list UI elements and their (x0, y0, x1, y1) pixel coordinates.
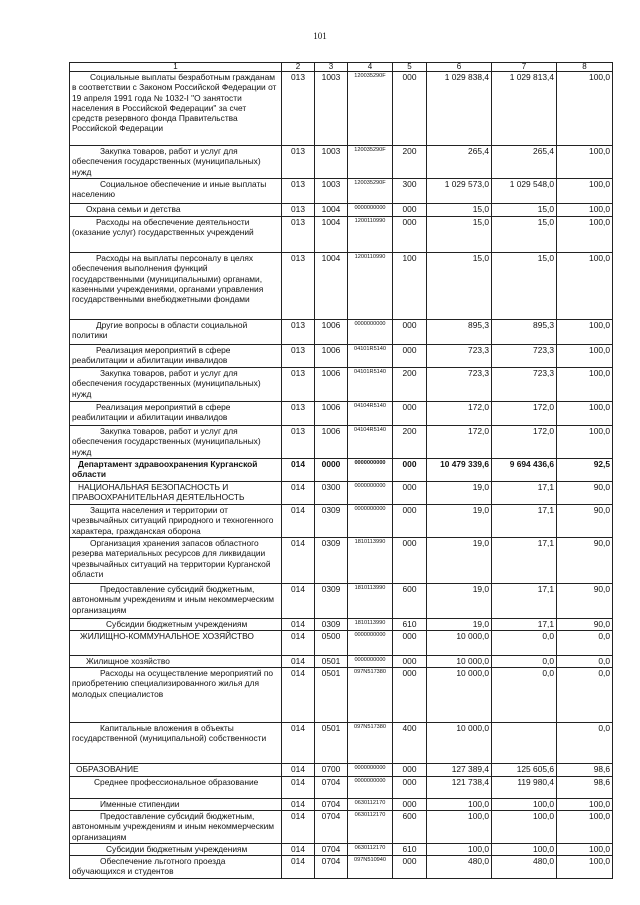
execution-percent: 100,0 (557, 253, 613, 320)
target-item-code: 097N510940 (348, 856, 393, 879)
target-item-code: 1200110990 (348, 217, 393, 253)
ministry-code: 013 (282, 345, 315, 368)
expense-type-code: 000 (393, 204, 427, 217)
section-code: 0501 (315, 668, 348, 723)
section-code: 0700 (315, 764, 348, 777)
column-number: 3 (315, 63, 348, 72)
section-code: 1003 (315, 72, 348, 146)
table-row (70, 459, 613, 482)
execution-percent: 100,0 (557, 844, 613, 856)
expense-type-code: 100 (393, 253, 427, 320)
row-name: Закупка товаров, работ и услуг для обеспечения государственных (муниципальных) нужд (70, 146, 282, 179)
section-code: 0300 (315, 482, 348, 505)
expense-type-code: 200 (393, 426, 427, 459)
expense-type-code: 400 (393, 723, 427, 764)
expense-type-code: 000 (393, 631, 427, 656)
section-code: 1006 (315, 345, 348, 368)
execution-percent: 100,0 (557, 856, 613, 879)
ministry-code: 013 (282, 320, 315, 345)
expense-type-code: 000 (393, 538, 427, 584)
executed-amount: 100,0 (492, 844, 557, 856)
expense-type-code: 000 (393, 345, 427, 368)
row-name: Расходы на выплаты персоналу в целях обеспечения выполнения функций государственными (муниципальными) органами, казенными учреждениями, органами управления государственными внебюджетными фондами (70, 253, 282, 320)
executed-amount: 119 980,4 (492, 777, 557, 799)
column-number: 4 (348, 63, 393, 72)
executed-amount: 17,1 (492, 538, 557, 584)
ministry-code: 013 (282, 253, 315, 320)
target-item-code: 0000000000 (348, 764, 393, 777)
executed-amount: 17,1 (492, 619, 557, 631)
execution-percent: 100,0 (557, 799, 613, 811)
execution-percent: 100,0 (557, 72, 613, 146)
table-row (70, 402, 613, 426)
execution-percent: 100,0 (557, 217, 613, 253)
row-name: Охрана семьи и детства (70, 204, 282, 217)
column-number: 5 (393, 63, 427, 72)
executed-amount: 172,0 (492, 426, 557, 459)
table-row (70, 179, 613, 204)
ministry-code: 014 (282, 811, 315, 844)
section-code: 0309 (315, 505, 348, 538)
execution-percent: 90,0 (557, 584, 613, 619)
table-row (70, 668, 613, 723)
section-code: 1006 (315, 426, 348, 459)
planned-amount: 15,0 (427, 204, 492, 217)
expense-type-code: 000 (393, 459, 427, 482)
planned-amount: 127 389,4 (427, 764, 492, 777)
executed-amount: 9 694 436,6 (492, 459, 557, 482)
planned-amount: 19,0 (427, 584, 492, 619)
column-number-row (70, 63, 613, 72)
expense-type-code: 600 (393, 811, 427, 844)
column-number: 1 (70, 63, 282, 72)
table-row (70, 764, 613, 777)
planned-amount: 100,0 (427, 799, 492, 811)
section-code: 1004 (315, 217, 348, 253)
row-name: ЖИЛИЩНО-КОММУНАЛЬНОЕ ХОЗЯЙСТВО (70, 631, 282, 656)
expense-type-code: 000 (393, 668, 427, 723)
execution-percent: 98,6 (557, 777, 613, 799)
ministry-code: 013 (282, 179, 315, 204)
planned-amount: 19,0 (427, 619, 492, 631)
target-item-code: 04101R5140 (348, 368, 393, 402)
row-name: Именные стипендии (70, 799, 282, 811)
budget-table (69, 62, 613, 879)
row-name: Социальное обеспечение и иные выплаты населению (70, 179, 282, 204)
section-code: 1003 (315, 146, 348, 179)
planned-amount: 172,0 (427, 402, 492, 426)
column-number: 2 (282, 63, 315, 72)
execution-percent: 0,0 (557, 723, 613, 764)
table-row (70, 631, 613, 656)
row-name: Закупка товаров, работ и услуг для обеспечения государственных (муниципальных) нужд (70, 368, 282, 402)
executed-amount: 17,1 (492, 482, 557, 505)
row-name: Субсидии бюджетным учреждениям (70, 619, 282, 631)
ministry-code: 014 (282, 723, 315, 764)
table-row (70, 777, 613, 799)
row-name: Организация хранения запасов областного резерва материальных ресурсов для ликвидации чрезвычайных ситуаций на территории Курганской области (70, 538, 282, 584)
planned-amount: 100,0 (427, 844, 492, 856)
expense-type-code: 000 (393, 217, 427, 253)
executed-amount (492, 723, 557, 764)
executed-amount: 17,1 (492, 584, 557, 619)
execution-percent: 100,0 (557, 204, 613, 217)
executed-amount: 100,0 (492, 799, 557, 811)
target-item-code: 0000000000 (348, 631, 393, 656)
target-item-code: 0000000000 (348, 505, 393, 538)
row-name: Предоставление субсидий бюджетным, автономным учреждениям и иным некоммерческим организациям (70, 811, 282, 844)
planned-amount: 10 000,0 (427, 723, 492, 764)
ministry-code: 014 (282, 856, 315, 879)
expense-type-code: 200 (393, 146, 427, 179)
row-name: Социальные выплаты безработным гражданам в соответствии с Законом Российской Федерации от 19 апреля 1991 года № 1032-I "О занятости населения в Российской Федерации" за счет средств резервного фонда Правительства Российской Федерации (70, 72, 282, 146)
execution-percent: 90,0 (557, 505, 613, 538)
section-code: 0500 (315, 631, 348, 656)
execution-percent: 100,0 (557, 320, 613, 345)
planned-amount: 19,0 (427, 505, 492, 538)
execution-percent: 90,0 (557, 482, 613, 505)
planned-amount: 10 000,0 (427, 668, 492, 723)
expense-type-code: 000 (393, 320, 427, 345)
ministry-code: 014 (282, 459, 315, 482)
page-number: 101 (313, 31, 327, 41)
executed-amount: 17,1 (492, 505, 557, 538)
section-code: 0501 (315, 656, 348, 668)
planned-amount: 10 000,0 (427, 656, 492, 668)
planned-amount: 1 029 573,0 (427, 179, 492, 204)
row-name: Другие вопросы в области социальной политики (70, 320, 282, 345)
executed-amount: 1 029 548,0 (492, 179, 557, 204)
ministry-code: 014 (282, 538, 315, 584)
row-name: Расходы на осуществление мероприятий по приобретению специализированного жилья для молодых специалистов (70, 668, 282, 723)
expense-type-code: 000 (393, 505, 427, 538)
planned-amount: 723,3 (427, 345, 492, 368)
row-name: Департамент здравоохранения Курганской области (70, 459, 282, 482)
expense-type-code: 600 (393, 584, 427, 619)
target-item-code: 0000000000 (348, 482, 393, 505)
section-code: 0000 (315, 459, 348, 482)
executed-amount: 895,3 (492, 320, 557, 345)
section-code: 1006 (315, 320, 348, 345)
row-name: Защита населения и территории от чрезвычайных ситуаций природного и техногенного характера, гражданская оборона (70, 505, 282, 538)
row-name: Среднее профессиональное образование (70, 777, 282, 799)
expense-type-code: 610 (393, 844, 427, 856)
execution-percent: 92,5 (557, 459, 613, 482)
ministry-code: 013 (282, 217, 315, 253)
row-name: Расходы на обеспечение деятельности (оказание услуг) государственных учреждений (70, 217, 282, 253)
table-row (70, 482, 613, 505)
execution-percent: 100,0 (557, 402, 613, 426)
ministry-code: 014 (282, 505, 315, 538)
row-name: ОБРАЗОВАНИЕ (70, 764, 282, 777)
ministry-code: 014 (282, 482, 315, 505)
target-item-code: 04104R5140 (348, 402, 393, 426)
planned-amount: 19,0 (427, 482, 492, 505)
planned-amount: 1 029 838,4 (427, 72, 492, 146)
table-row (70, 320, 613, 345)
expense-type-code: 000 (393, 482, 427, 505)
planned-amount: 723,3 (427, 368, 492, 402)
table-row (70, 811, 613, 844)
target-item-code: 120035290F (348, 179, 393, 204)
execution-percent: 98,6 (557, 764, 613, 777)
executed-amount: 125 605,6 (492, 764, 557, 777)
ministry-code: 014 (282, 777, 315, 799)
execution-percent: 100,0 (557, 811, 613, 844)
row-name: Реализация мероприятий в сфере реабилитации и абилитации инвалидов (70, 402, 282, 426)
expense-type-code: 000 (393, 656, 427, 668)
planned-amount: 895,3 (427, 320, 492, 345)
planned-amount: 15,0 (427, 217, 492, 253)
planned-amount: 172,0 (427, 426, 492, 459)
execution-percent: 100,0 (557, 179, 613, 204)
executed-amount: 480,0 (492, 856, 557, 879)
row-name: НАЦИОНАЛЬНАЯ БЕЗОПАСНОСТЬ И ПРАВООХРАНИТЕЛЬНАЯ ДЕЯТЕЛЬНОСТЬ (70, 482, 282, 505)
target-item-code: 0000000000 (348, 320, 393, 345)
section-code: 0309 (315, 619, 348, 631)
executed-amount: 723,3 (492, 368, 557, 402)
execution-percent: 100,0 (557, 345, 613, 368)
executed-amount: 0,0 (492, 656, 557, 668)
ministry-code: 014 (282, 656, 315, 668)
table-row (70, 856, 613, 879)
execution-percent: 100,0 (557, 426, 613, 459)
ministry-code: 014 (282, 764, 315, 777)
target-item-code: 120035290F (348, 72, 393, 146)
executed-amount: 0,0 (492, 631, 557, 656)
executed-amount: 172,0 (492, 402, 557, 426)
target-item-code: 097N517380 (348, 668, 393, 723)
target-item-code: 04104R5140 (348, 426, 393, 459)
execution-percent: 0,0 (557, 668, 613, 723)
expense-type-code: 300 (393, 179, 427, 204)
section-code: 0309 (315, 538, 348, 584)
expense-type-code: 000 (393, 856, 427, 879)
section-code: 0704 (315, 856, 348, 879)
row-name: Предоставление субсидий бюджетным, автономным учреждениям и иным некоммерческим организациям (70, 584, 282, 619)
expense-type-code: 000 (393, 402, 427, 426)
section-code: 0704 (315, 777, 348, 799)
section-code: 0309 (315, 584, 348, 619)
target-item-code: 0000000000 (348, 204, 393, 217)
table-row (70, 619, 613, 631)
execution-percent: 100,0 (557, 146, 613, 179)
planned-amount: 10 479 339,6 (427, 459, 492, 482)
table-row (70, 253, 613, 320)
executed-amount: 15,0 (492, 253, 557, 320)
table-row (70, 368, 613, 402)
section-code: 0704 (315, 844, 348, 856)
planned-amount: 480,0 (427, 856, 492, 879)
ministry-code: 013 (282, 426, 315, 459)
expense-type-code: 200 (393, 368, 427, 402)
expense-type-code: 000 (393, 799, 427, 811)
section-code: 0704 (315, 799, 348, 811)
row-name: Реализация мероприятий в сфере реабилитации и абилитации инвалидов (70, 345, 282, 368)
execution-percent: 0,0 (557, 656, 613, 668)
column-number: 8 (557, 63, 613, 72)
target-item-code: 1810113990 (348, 584, 393, 619)
target-item-code: 0630112170 (348, 811, 393, 844)
ministry-code: 014 (282, 631, 315, 656)
ministry-code: 014 (282, 619, 315, 631)
section-code: 1003 (315, 179, 348, 204)
target-item-code: 0630112170 (348, 844, 393, 856)
target-item-code: 097N517380 (348, 723, 393, 764)
execution-percent: 100,0 (557, 368, 613, 402)
column-number: 7 (492, 63, 557, 72)
expense-type-code: 610 (393, 619, 427, 631)
table-row (70, 799, 613, 811)
table-row (70, 72, 613, 146)
ministry-code: 013 (282, 368, 315, 402)
executed-amount: 723,3 (492, 345, 557, 368)
expense-type-code: 000 (393, 777, 427, 799)
expense-type-code: 000 (393, 764, 427, 777)
table-row (70, 426, 613, 459)
planned-amount: 265,4 (427, 146, 492, 179)
planned-amount: 19,0 (427, 538, 492, 584)
row-name: Капитальные вложения в объекты государственной (муниципальной) собственности (70, 723, 282, 764)
table-row (70, 723, 613, 764)
ministry-code: 013 (282, 402, 315, 426)
executed-amount: 15,0 (492, 204, 557, 217)
table-row (70, 844, 613, 856)
executed-amount: 265,4 (492, 146, 557, 179)
ministry-code: 014 (282, 799, 315, 811)
ministry-code: 013 (282, 72, 315, 146)
row-name: Субсидии бюджетным учреждениям (70, 844, 282, 856)
target-item-code: 0000000000 (348, 459, 393, 482)
target-item-code: 04101R5140 (348, 345, 393, 368)
execution-percent: 90,0 (557, 538, 613, 584)
table-row (70, 146, 613, 179)
planned-amount: 121 738,4 (427, 777, 492, 799)
row-name: Жилищное хозяйство (70, 656, 282, 668)
target-item-code: 1810113990 (348, 619, 393, 631)
row-name: Обеспечение льготного проезда обучающихся и студентов (70, 856, 282, 879)
table-row (70, 584, 613, 619)
table-row (70, 345, 613, 368)
ministry-code: 014 (282, 668, 315, 723)
expense-type-code: 000 (393, 72, 427, 146)
table-row (70, 538, 613, 584)
target-item-code: 0000000000 (348, 656, 393, 668)
ministry-code: 013 (282, 204, 315, 217)
table-row (70, 656, 613, 668)
executed-amount: 15,0 (492, 217, 557, 253)
column-number: 6 (427, 63, 492, 72)
row-name: Закупка товаров, работ и услуг для обеспечения государственных (муниципальных) нужд (70, 426, 282, 459)
section-code: 0704 (315, 811, 348, 844)
section-code: 1006 (315, 368, 348, 402)
planned-amount: 10 000,0 (427, 631, 492, 656)
section-code: 1004 (315, 253, 348, 320)
table-row (70, 204, 613, 217)
target-item-code: 120035290F (348, 146, 393, 179)
section-code: 1004 (315, 204, 348, 217)
target-item-code: 0630112170 (348, 799, 393, 811)
executed-amount: 0,0 (492, 668, 557, 723)
section-code: 1006 (315, 402, 348, 426)
ministry-code: 014 (282, 844, 315, 856)
target-item-code: 0000000000 (348, 777, 393, 799)
ministry-code: 013 (282, 146, 315, 179)
section-code: 0501 (315, 723, 348, 764)
executed-amount: 1 029 813,4 (492, 72, 557, 146)
planned-amount: 100,0 (427, 811, 492, 844)
target-item-code: 1200110990 (348, 253, 393, 320)
planned-amount: 15,0 (427, 253, 492, 320)
table-row (70, 505, 613, 538)
executed-amount: 100,0 (492, 811, 557, 844)
target-item-code: 1810113990 (348, 538, 393, 584)
ministry-code: 014 (282, 584, 315, 619)
execution-percent: 90,0 (557, 619, 613, 631)
execution-percent: 0,0 (557, 631, 613, 656)
table-row (70, 217, 613, 253)
